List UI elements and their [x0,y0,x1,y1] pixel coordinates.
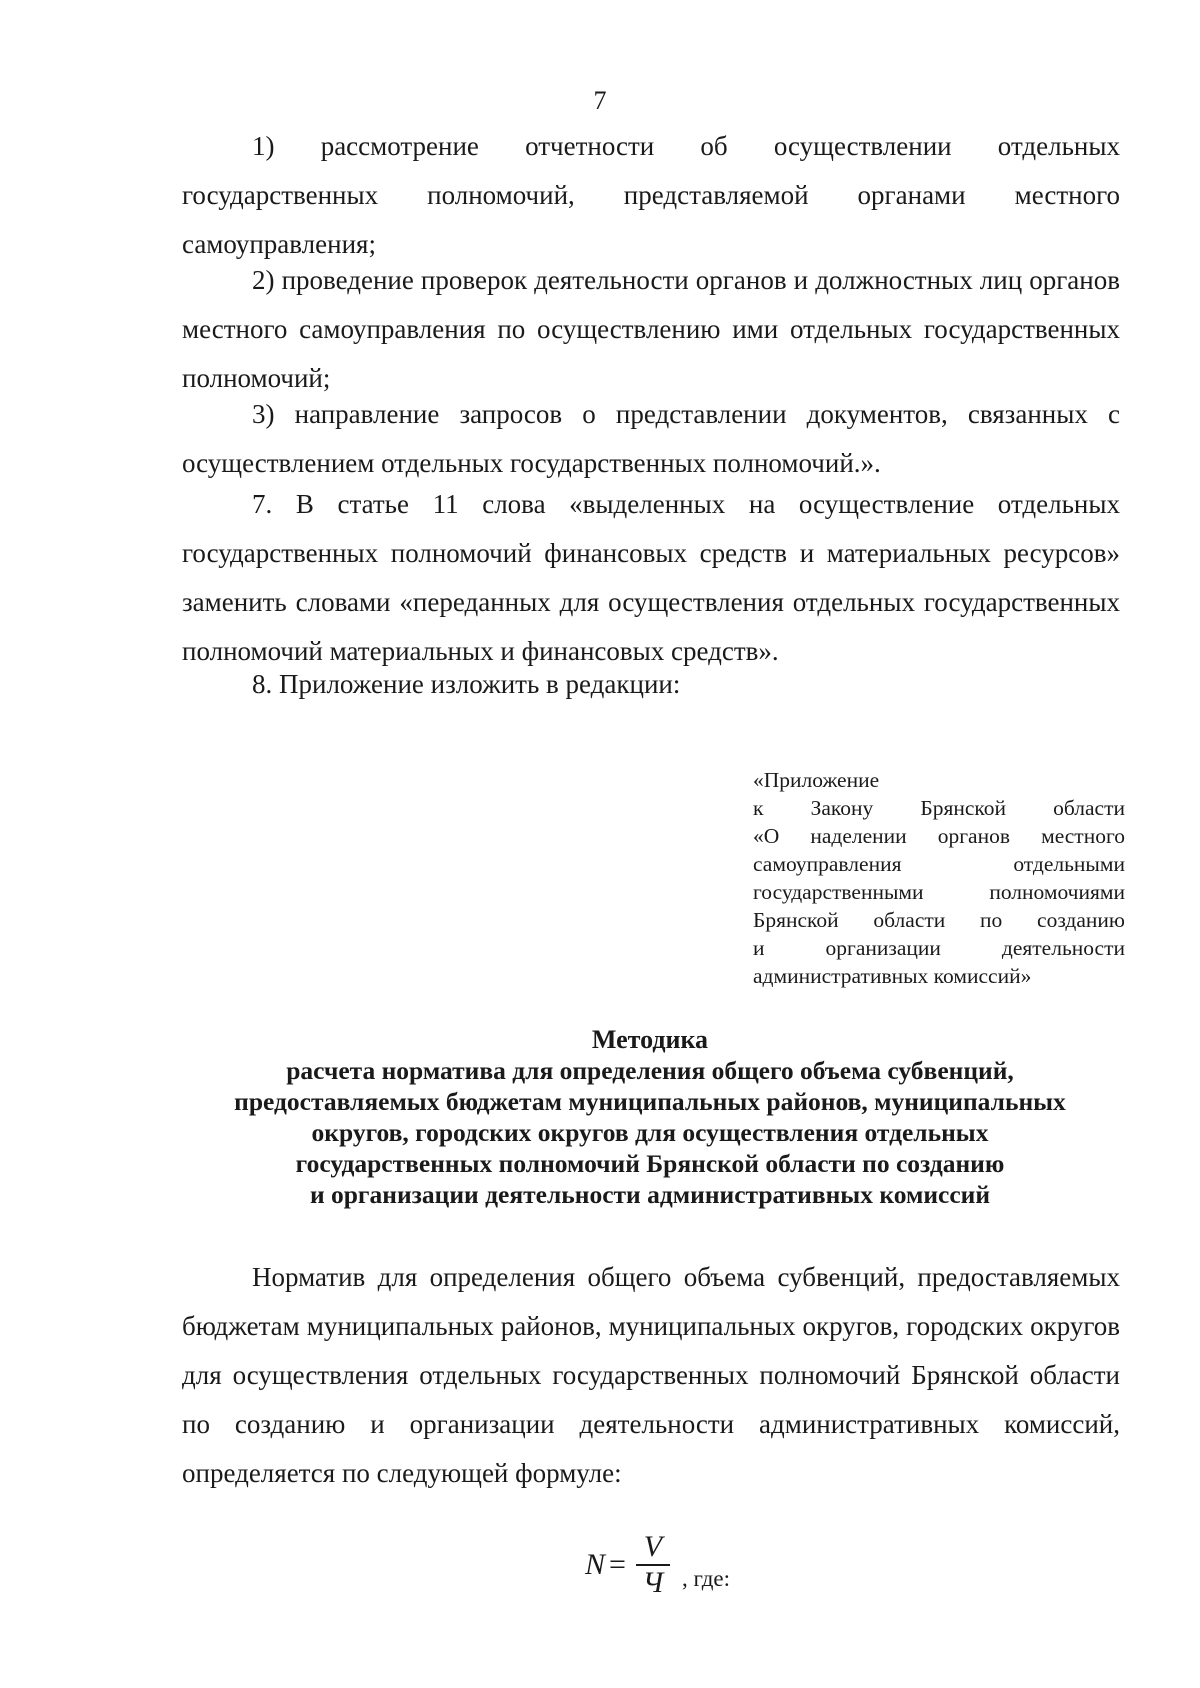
formula-denominator: Ч [642,1566,664,1599]
title-line: и организации деятельности административных комиссий [309,1180,991,1209]
methodology-title [150,1024,1150,1210]
appendix-line: к Закону Брянской области [753,796,1125,820]
page-number: 7 [593,86,607,115]
appendix-line: государственными полномочиями [753,880,1125,904]
appendix-line: Брянской области по созданию [753,908,1125,932]
title-line: расчета норматива для определения общего объема субвенций, [286,1056,1014,1085]
appendix-line: самоуправления отдельными [753,852,1125,876]
list-item-7: 7. В статье 11 слова «выделенных на осуществление отдельных государственных полномочий финансовых средств и материальных ресурсов» заменить словами «переданных для осуществления отдельных государственных полномочий материальных и финансовых средств». [182,489,1120,666]
title-line: государственных полномочий Брянской области по созданию [295,1149,1005,1178]
appendix-line: «Приложение [753,768,880,792]
appendix-line: административных комиссий» [753,964,1032,988]
formula-fraction [636,1530,670,1600]
list-item-2: 2) проведение проверок деятельности органов и должностных лиц органов местного самоуправления по осуществлению ими отдельных государственных полномочий; [182,265,1120,393]
formula-lhs: N [585,1548,606,1581]
list-item-3: 3) направление запросов о представлении документов, связанных с осуществлением отдельных государственных полномочий.». [182,399,1120,478]
formula-equals: = [609,1548,626,1581]
title-line: округов, городских округов для осуществления отдельных [311,1118,989,1147]
list-item-8: 8. Приложение изложить в редакции: [252,669,681,699]
appendix-header [753,766,1125,990]
appendix-line: «О наделении органов местного [753,824,1125,848]
title-heading: Методика [591,1025,709,1054]
body-paragraph: Норматив для определения общего объема субвенций, предоставляемых бюджетам муниципальных районов, муниципальных округов, городских округов для осуществления отдельных государственных полномочий Брянской области по созданию и организации деятельности административных комиссий, определяется по следующей формуле: [182,1262,1120,1488]
formula-suffix: , где: [681,1566,731,1591]
list-item-1: 1) рассмотрение отчетности об осуществлении отдельных государственных полномочий, представляемой органами местного самоуправления; [182,131,1120,259]
formula-numerator: V [643,1530,663,1563]
formula [585,1525,730,1605]
title-line: предоставляемых бюджетам муниципальных районов, муниципальных [234,1087,1066,1116]
appendix-line: и организации деятельности [753,936,1125,960]
